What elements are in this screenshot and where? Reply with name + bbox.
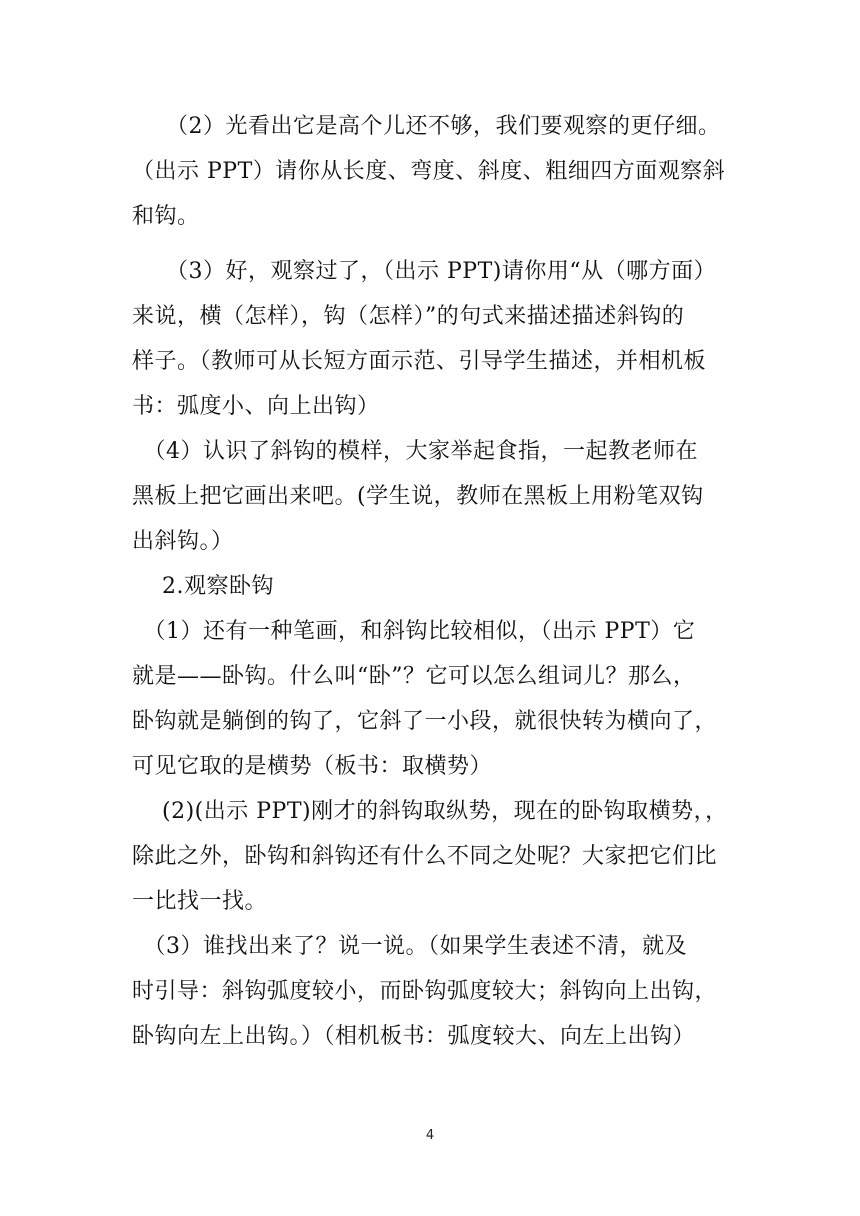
paragraph-3-find-differences [132,924,732,1059]
paragraph-2-observe-details [132,104,732,239]
document-body [132,104,732,1059]
text-line: （3）好，观察过了，（出示 PPT)请你用“从（哪方面） [132,259,717,284]
text-line: 卧钩就是躺倒的钩了，它斜了一小段，就很快转为横向了， [132,709,718,734]
text-line: 和钩。 [132,204,200,229]
text-line: （3）谁找出来了？说一说。（如果学生表述不清，就及 [132,934,687,959]
paragraph-1-wogou-intro [132,609,732,789]
paragraph-3-describe-shape [132,249,732,429]
text-line: (2)(出示 PPT)刚才的斜钩取纵势，现在的卧钩取横势，， [132,799,728,824]
section-heading: 2.观察卧钩 [132,574,274,599]
text-line: 卧钩向左上出钩。）（相机板书：弧度较大、向左上出钩） [132,1024,696,1049]
text-line: 时引导：斜钩弧度较小，而卧钩弧度较大；斜钩向上出钩， [132,979,718,1004]
text-line: 样子。（教师可从长短方面示范、引导学生描述，并相机板 [132,349,707,374]
text-line: 除此之外，卧钩和斜钩还有什么不同之处呢？大家把它们比 [132,844,718,869]
paragraph-4-draw-together [132,429,732,564]
text-line: （4）认识了斜钩的模样，大家举起食指，一起教老师在 [132,439,698,464]
text-line: 黑板上把它画出来吧。(学生说，教师在黑板上用粉笔双钩 [132,484,704,509]
text-line: 来说，横（怎样），钩（怎样）”的句式来描述描述斜钩的 [132,304,685,329]
page-number: 4 [425,1128,435,1143]
text-line: 出斜钩。） [132,529,234,554]
text-line: （出示 PPT）请你从长度、弯度、斜度、粗细四方面观察斜 [132,159,726,184]
text-line: 可见它取的是横势（板书：取横势） [132,754,493,779]
text-line: 一比找一找。 [132,889,268,914]
section-heading-observe-wogou [132,564,732,609]
text-line: （2）光看出它是高个儿还不够，我们要观察的更仔细。 [132,114,721,139]
text-line: 就是——卧钩。什么叫“卧”？它可以怎么组词儿？那么， [132,664,696,689]
text-line: （1）还有一种笔画，和斜钩比较相似，（出示 PPT）它 [132,619,696,644]
text-line: 书：弧度小、向上出钩） [132,394,380,419]
paragraph-2-compare [132,789,732,924]
